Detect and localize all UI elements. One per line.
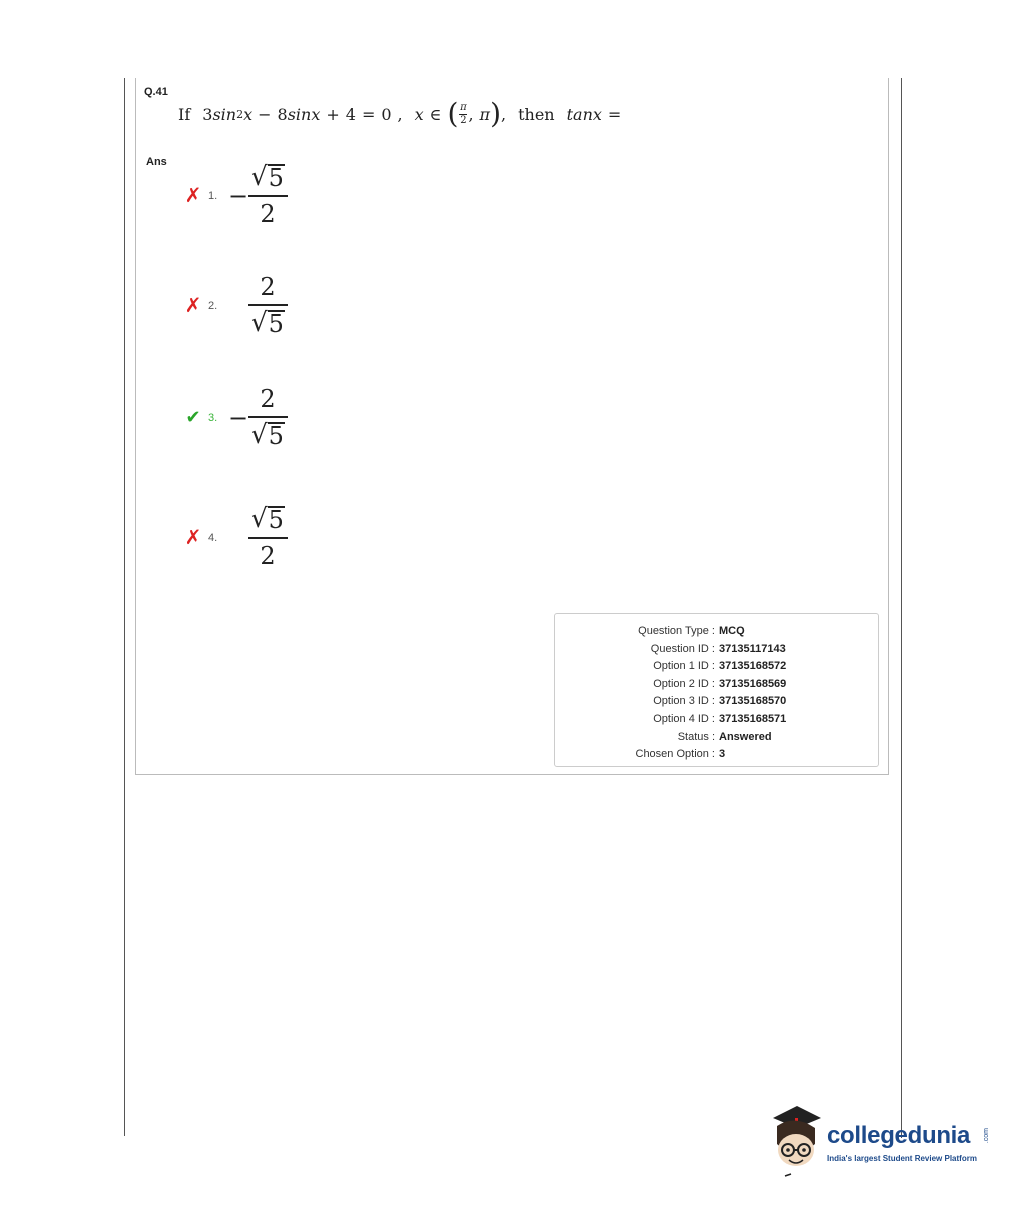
interval-low (459, 103, 467, 126)
option-sign: − (228, 181, 249, 210)
eq-exponent: 2 (236, 107, 244, 121)
interval-close: ) (490, 97, 501, 130)
then-text: then (518, 104, 555, 124)
answer-label: Ans (146, 156, 167, 168)
brand-domain-suffix: .com (983, 1128, 990, 1144)
page-left-border (124, 78, 125, 1136)
option-numerator: √ 5 (251, 504, 284, 534)
option-denominator: 2 (260, 200, 276, 229)
option-fraction (248, 506, 288, 570)
eq-func2: sinx (287, 104, 321, 124)
eq-equals: = (361, 104, 376, 124)
option-number: 2. (208, 299, 218, 312)
interval-high: π (479, 104, 491, 124)
option-sign: − (228, 403, 249, 432)
target-equals: = (607, 104, 622, 124)
question-prefix: If (178, 104, 191, 124)
mascot-icon (765, 1100, 825, 1180)
option-number: 3. (208, 411, 218, 424)
wrong-mark-icon: ✗ (184, 527, 202, 550)
comma-2: , (501, 104, 507, 124)
domain-var: x (414, 104, 424, 124)
option-numerator: 2 (260, 385, 276, 413)
option-numerator: √ 5 (251, 162, 284, 192)
info-row-option4-id: Option 4 ID : 37135168571 (653, 712, 787, 725)
option-3 (184, 386, 288, 450)
option-denominator: √ 5 (251, 308, 284, 339)
eq-func1: sin (212, 104, 237, 124)
question-number: Q.41 (144, 86, 168, 98)
eq-op2: + (326, 104, 340, 124)
radical-icon: √ (251, 308, 268, 339)
info-row-question-type: Question Type : MCQ (638, 625, 745, 637)
eq-coef2: 8 (277, 104, 288, 124)
question-text (178, 97, 622, 130)
option-number: 4. (208, 531, 218, 544)
radical-icon: √ (251, 162, 268, 192)
option-fraction (248, 164, 288, 228)
info-row-option1-id: Option 1 ID : 37135168572 (653, 660, 787, 673)
eq-coef1: 3 (202, 104, 213, 124)
option-fraction (248, 386, 288, 450)
radical-icon: √ (251, 420, 268, 451)
eq-op1: − (258, 104, 272, 124)
eq-var1: x (243, 104, 253, 124)
option-number: 1. (208, 189, 218, 202)
check-mark-icon: ✔ (185, 407, 201, 428)
wrong-mark-icon: ✗ (184, 185, 202, 208)
interval-low-den: 2 (460, 114, 467, 126)
question-panel (135, 78, 889, 775)
wrong-mark-icon: ✗ (184, 295, 202, 318)
interval-open: ( (447, 97, 459, 130)
brand-name: collegedunia (827, 1122, 971, 1149)
info-row-option3-id: Option 3 ID : 37135168570 (653, 695, 787, 708)
option-denominator: 2 (260, 542, 276, 571)
eq-rhs: 0 (381, 104, 392, 124)
option-fraction (248, 274, 288, 338)
collegedunia-logo (765, 1100, 995, 1180)
brand-tagline: India's largest Student Review Platform (827, 1154, 977, 1163)
option-2 (184, 274, 288, 338)
interval-low-num: π (460, 101, 467, 113)
radical-icon: √ (251, 504, 268, 534)
info-row-status: Status : Answered (677, 730, 772, 743)
option-denominator: √ 5 (251, 420, 284, 451)
info-row-question-id: Question ID : 37135117143 (650, 642, 786, 655)
domain-in: ∈ (429, 104, 442, 124)
question-info-box (554, 613, 879, 767)
option-1 (184, 164, 288, 228)
eq-const: 4 (345, 104, 356, 124)
info-row-option2-id: Option 2 ID : 37135168569 (653, 677, 787, 690)
target-expression: tanx (566, 104, 602, 124)
interval-sep: , (468, 104, 474, 124)
page-right-border (901, 78, 902, 1138)
option-4 (184, 506, 288, 570)
comma-1: , (397, 104, 403, 124)
info-row-chosen-option: Chosen Option : 3 (635, 748, 726, 761)
option-numerator: 2 (260, 273, 276, 301)
